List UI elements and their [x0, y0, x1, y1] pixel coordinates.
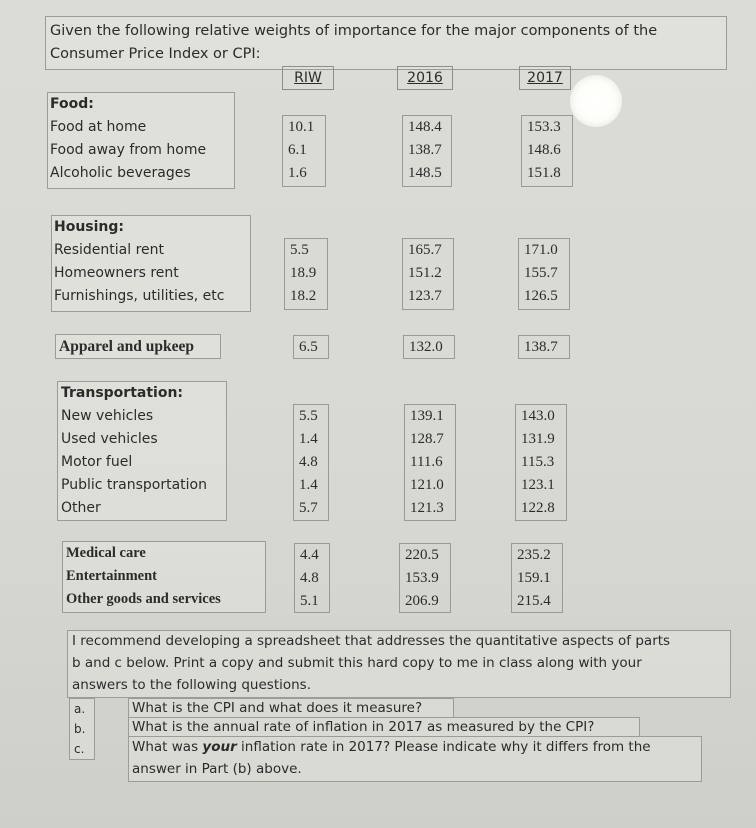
- transportation-label-box: [57, 381, 227, 521]
- value-2016: 220.5: [405, 547, 439, 563]
- riw-value: 4.8: [299, 454, 318, 470]
- riw-value: 18.2: [290, 288, 317, 304]
- riw-value: 6.1: [288, 142, 307, 158]
- misc-item-label: Entertainment: [66, 568, 158, 584]
- question-c-text-line-2: answer in Part (b) above.: [132, 761, 302, 777]
- riw-value: 10.1: [288, 119, 315, 135]
- value-2016: 121.0: [410, 477, 444, 493]
- value-2017: 171.0: [524, 242, 558, 258]
- food-title: Food:: [50, 96, 94, 112]
- note-line-1: I recommend developing a spreadsheet that addresses the quantitative aspects of parts: [72, 633, 671, 649]
- apparel-riw-col: [293, 335, 329, 359]
- riw-value: 1.6: [288, 165, 307, 181]
- question-c-box: [128, 736, 702, 782]
- riw-value: 4.8: [300, 570, 319, 586]
- screen-glare: [570, 75, 622, 127]
- food-item-label: Alcoholic beverages: [50, 165, 191, 181]
- header-2016: 2016: [397, 66, 453, 90]
- value-2017: 155.7: [524, 265, 558, 281]
- food-2017-col: [521, 115, 573, 187]
- transportation-title: Transportation:: [61, 385, 184, 401]
- transportation-item-label: Public transportation: [61, 477, 207, 493]
- transportation-riw-col: [293, 404, 329, 521]
- riw-value: 5.5: [299, 408, 318, 424]
- header-2017: 2017: [519, 66, 571, 90]
- riw-value: 1.4: [299, 431, 318, 447]
- value-2016: 121.3: [410, 500, 444, 516]
- riw-value: 6.5: [299, 339, 318, 355]
- riw-value: 5.1: [300, 593, 319, 609]
- food-2016-col: [402, 115, 452, 187]
- intro-box: [45, 16, 727, 70]
- value-2016: 165.7: [408, 242, 442, 258]
- value-2017: 153.3: [527, 119, 561, 135]
- value-2016: 151.2: [408, 265, 442, 281]
- riw-value: 1.4: [299, 477, 318, 493]
- question-letter: a.: [74, 702, 86, 716]
- value-2017: 123.1: [521, 477, 555, 493]
- value-2017: 148.6: [527, 142, 561, 158]
- question-letters-box: [69, 698, 95, 760]
- question-a-box: [128, 698, 454, 718]
- apparel-label-box: [55, 334, 221, 359]
- value-2016: 148.4: [408, 119, 442, 135]
- note-box: [67, 630, 731, 698]
- housing-item-label: Furnishings, utilities, etc: [54, 288, 225, 304]
- transportation-item-label: Motor fuel: [61, 454, 133, 470]
- value-2017: 215.4: [517, 593, 551, 609]
- housing-item-label: Homeowners rent: [54, 265, 179, 281]
- housing-2016-col: [402, 238, 454, 310]
- question-c-pre: What was: [132, 739, 203, 755]
- food-item-label: Food at home: [50, 119, 147, 135]
- value-2017: 143.0: [521, 408, 555, 424]
- intro-line-2: Consumer Price Index or CPI:: [50, 46, 261, 62]
- housing-2017-col: [518, 238, 570, 310]
- question-letter: b.: [74, 722, 86, 736]
- question-letter: c.: [74, 742, 85, 756]
- apparel-2017-col: [518, 335, 570, 359]
- question-b-box: [128, 717, 640, 737]
- value-2017: 122.8: [521, 500, 555, 516]
- value-2016: 111.6: [410, 454, 443, 470]
- value-2016: 153.9: [405, 570, 439, 586]
- housing-riw-col: [284, 238, 328, 310]
- header-riw: RIW: [282, 66, 334, 90]
- apparel-label: Apparel and upkeep: [59, 338, 194, 355]
- value-2017: 138.7: [524, 339, 558, 355]
- value-2017: 115.3: [521, 454, 555, 470]
- value-2016: 138.7: [408, 142, 442, 158]
- intro-line-1: Given the following relative weights of importance for the major components of the: [50, 23, 658, 39]
- misc-riw-col: [294, 543, 330, 613]
- value-2016: 128.7: [410, 431, 444, 447]
- housing-title: Housing:: [54, 219, 125, 235]
- riw-value: 4.4: [300, 547, 319, 563]
- value-2017: 151.8: [527, 165, 561, 181]
- food-label-box: [47, 92, 235, 189]
- value-2016: 206.9: [405, 593, 439, 609]
- misc-2017-col: [511, 543, 563, 613]
- transportation-2017-col: [515, 404, 567, 521]
- note-line-3: answers to the following questions.: [72, 677, 312, 693]
- transportation-item-label: Used vehicles: [61, 431, 158, 447]
- housing-item-label: Residential rent: [54, 242, 164, 258]
- transportation-item-label: Other: [61, 500, 101, 516]
- value-2017: 131.9: [521, 431, 555, 447]
- value-2017: 126.5: [524, 288, 558, 304]
- question-b-text: What is the annual rate of inflation in 2017 as measured by the CPI?: [132, 719, 595, 735]
- riw-value: 5.7: [299, 500, 318, 516]
- riw-value: 18.9: [290, 265, 317, 281]
- food-item-label: Food away from home: [50, 142, 207, 158]
- value-2016: 132.0: [409, 339, 443, 355]
- misc-item-label: Other goods and services: [66, 591, 221, 607]
- transportation-item-label: New vehicles: [61, 408, 154, 424]
- value-2017: 235.2: [517, 547, 551, 563]
- value-2017: 159.1: [517, 570, 551, 586]
- transportation-2016-col: [404, 404, 456, 521]
- value-2016: 139.1: [410, 408, 444, 424]
- note-line-2: b and c below. Print a copy and submit this hard copy to me in class along with your: [72, 655, 642, 671]
- food-riw-col: [282, 115, 326, 187]
- question-c-post: inflation rate in 2017? Please indicate why it differs from the: [236, 739, 651, 755]
- question-c-emphasis: your: [202, 739, 237, 755]
- question-c-text: [132, 738, 651, 756]
- misc-item-label: Medical care: [66, 545, 146, 561]
- misc-label-box: [62, 541, 266, 613]
- apparel-2016-col: [403, 335, 455, 359]
- misc-2016-col: [399, 543, 451, 613]
- value-2016: 123.7: [408, 288, 442, 304]
- housing-label-box: [51, 215, 251, 312]
- question-a-text: What is the CPI and what does it measure?: [132, 700, 423, 716]
- value-2016: 148.5: [408, 165, 442, 181]
- riw-value: 5.5: [290, 242, 309, 258]
